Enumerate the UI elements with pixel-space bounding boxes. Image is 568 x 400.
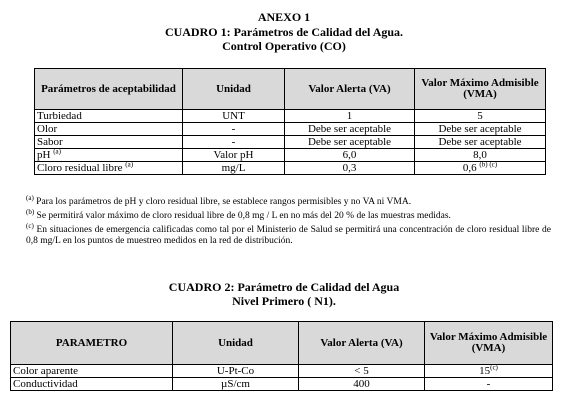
footnote-marker: (b) — [26, 207, 35, 216]
cell-max: Debe ser aceptable — [415, 123, 546, 136]
footnote-c — [26, 221, 551, 247]
table-row — [35, 162, 546, 175]
table-row — [35, 123, 546, 136]
footnote-marker: (c) — [26, 221, 34, 230]
table1-header-param: Parámetros de aceptabilidad — [35, 69, 183, 110]
table1-header-max: Valor Máximo Admisible (VMA) — [415, 69, 546, 110]
cell-alert: 6,0 — [285, 149, 415, 162]
table1-header-row — [35, 69, 546, 110]
table1-header-unit: Unidad — [183, 69, 285, 110]
cell-unit: UNT — [183, 110, 285, 123]
footnote-text: Se permitirá valor máximo de cloro residual libre de 0,8 mg / L en no más del 20 % de las muestras medidas. — [34, 211, 451, 221]
table-row — [35, 110, 546, 123]
table2 — [10, 321, 553, 391]
cell-unit: Valor pH — [183, 149, 285, 162]
cell-max: 5 — [415, 110, 546, 123]
cell-unit: - — [183, 136, 285, 149]
table-row — [11, 365, 553, 378]
cell-alert: Debe ser aceptable — [285, 123, 415, 136]
table1-header-alert: Valor Alerta (VA) — [285, 69, 415, 110]
table2-header-alert: Valor Alerta (VA) — [299, 322, 425, 365]
cell-alert: Debe ser aceptable — [285, 136, 415, 149]
table1 — [34, 68, 546, 175]
cell-param: Cloro residual libre $^{(a)}$ — [35, 162, 183, 175]
cell-unit: mg/L — [183, 162, 285, 175]
cell-max: 8,0 — [415, 149, 546, 162]
footnote-text: En situaciones de emergencia calificadas como tal por el Ministerio de Salud se permitirá una concentración de cloro residual libre de 0,8 mg/L en los puntos de muestreo medidos en la red de distribución. — [26, 225, 551, 246]
cell-param: Sabor — [35, 136, 183, 149]
cell-param: Olor — [35, 123, 183, 136]
table-row — [35, 136, 546, 149]
cell-alert: 1 — [285, 110, 415, 123]
table2-header-param: PARAMETRO — [11, 322, 173, 365]
footnote-marker: (b) (c) — [479, 159, 498, 168]
cell-param: Color aparente — [11, 365, 173, 378]
table2-header-row — [11, 322, 553, 365]
cell-param: Turbiedad — [35, 110, 183, 123]
annex-title: ANEXO 1 — [257, 10, 311, 24]
table1-subtitle: Control Operativo (CO) — [222, 39, 346, 53]
table2-header-unit: Unidad — [173, 322, 299, 365]
footnote-text: Para los parámetros de pH y cloro residual libre, se establece rangos permisibles y no VA ni VMA. — [33, 197, 412, 207]
cell-unit: - — [183, 123, 285, 136]
cell-unit: µS/cm — [173, 378, 299, 391]
cell-max: Debe ser aceptable — [415, 136, 546, 149]
cell-alert: < 5 — [299, 365, 425, 378]
footnote-b — [26, 207, 551, 222]
table2-title: CUADRO 2: Parámetro de Calidad del Agua — [168, 280, 400, 294]
footnote-marker: (a) — [125, 159, 134, 168]
cell-max: 0,6 $^{(b) (c)}$ — [415, 162, 546, 175]
table2-subtitle: Nivel Primero ( N1). — [232, 294, 336, 308]
table-row — [35, 149, 546, 162]
footnote-marker: (a) — [53, 146, 61, 155]
cell-unit: U-Pt-Co — [173, 365, 299, 378]
cell-max: - — [425, 378, 553, 391]
footnote-a — [26, 193, 551, 208]
table-row — [11, 378, 553, 391]
cell-max: 15$^{(c)}$ — [425, 365, 553, 378]
cell-alert: 400 — [299, 378, 425, 391]
table2-header-max: Valor Máximo Admisible (VMA) — [425, 322, 553, 365]
cell-param: Conductividad — [11, 378, 173, 391]
table1-title: CUADRO 1: Parámetros de Calidad del Agua. — [164, 25, 404, 39]
footnote-marker: (c) — [490, 362, 498, 371]
footnote-marker: (a) — [26, 193, 34, 202]
cell-param: pH $^{(a)}$ — [35, 149, 183, 162]
cell-alert: 0,3 — [285, 162, 415, 175]
